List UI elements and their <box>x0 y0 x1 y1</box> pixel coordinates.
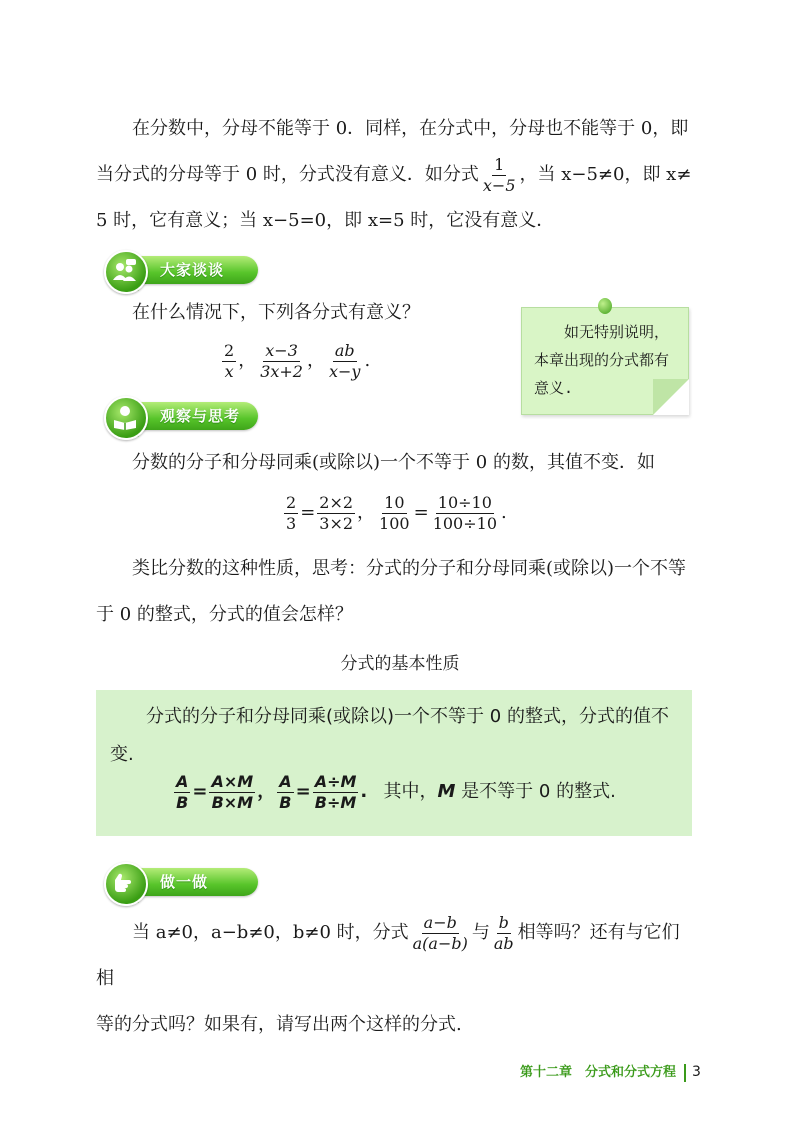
people-chat-icon <box>104 250 148 294</box>
footer-divider <box>684 1064 686 1082</box>
fraction-AdivM-over-BdivM: $\frac{A\div M}{B\div M}$ <box>314 771 357 812</box>
observe-fractions: $\frac{2}{3}$ = $\frac{2\times 2}{3\times 2}$ ， $\frac{10}{100}$ = $\frac{10\div 10}{100\div 10}$ . <box>286 492 507 533</box>
intro-line-3: 5 时，它有意义；当 x−5=0，即 x=5 时，它没有意义． <box>96 210 555 231</box>
fraction-1-over-x-minus-5: $\frac{1}{x-5}$ <box>482 154 516 195</box>
fraction-a-minus-b-over-a-a-minus-b: $\frac{a-b}{a(a-b)}$ <box>412 912 468 953</box>
property-box <box>96 690 692 836</box>
intro-paragraph <box>96 106 696 244</box>
hand-pointing-icon <box>104 862 148 906</box>
discuss-question: 在什么情况下，下列各分式有意义？ <box>132 302 420 323</box>
task-line-1: 当 a≠0，a−b≠0，b≠0 时，分式 $\frac{a-b}{a(a-b)}$ 与 $\frac{b}{ab}$ 相等吗？还有与它们相 <box>96 912 680 989</box>
fraction-10-over-100: $\frac{10}{100}$ <box>379 492 410 533</box>
section-label-observe: 观察与思考 <box>160 407 241 425</box>
section-header-do <box>96 862 260 902</box>
sticky-note <box>521 307 689 415</box>
note-text: 如无特别说明，本章出现的分式都有意义. <box>534 323 670 397</box>
fraction-2-over-3: $\frac{2}{3}$ <box>286 492 297 533</box>
fraction-2x2-over-3x2: $\frac{2\times 2}{3\times 2}$ <box>319 492 354 533</box>
discuss-fractions: $\frac{2}{x}$ ， $\frac{x-3}{3x+2}$ ， $\frac{ab}{x-y}$ . <box>224 340 371 381</box>
section-header-discuss <box>96 250 260 290</box>
task-line-2: 等的分式吗？如果有，请写出两个这样的分式. <box>96 1014 462 1035</box>
fraction-x-minus-3: $\frac{x-3}{3x+2}$ <box>260 340 303 381</box>
intro-line-2: 当分式的分母等于 0 时，分式没有意义．如分式 $\frac{1}{x-5}$ ，当 x−5≠0，即 x≠ <box>96 154 692 195</box>
property-text: 分式的分子和分母同乘(或除以)一个不等于 0 的整式，分式的值不变. <box>110 706 669 765</box>
page-curl <box>653 379 689 415</box>
observe-line-1: 分数的分子和分母同乘(或除以)一个不等于 0 的数，其值不变．如 <box>132 452 655 473</box>
fraction-10div10-over-100div10: $\frac{10\div 10}{100\div 10}$ <box>432 492 497 533</box>
task-paragraph <box>96 910 696 1048</box>
page-footer <box>520 1061 701 1083</box>
observe-line-2: 类比分数的这种性质，思考：分式的分子和分母同乘(或除以)一个不等 <box>132 558 687 579</box>
fraction-b-over-ab: $\frac{b}{ab}$ <box>493 912 514 953</box>
fraction-A-over-B: $\frac{A}{B}$ <box>176 771 189 812</box>
fraction-A-over-B-2: $\frac{A}{B}$ <box>279 771 292 812</box>
observe-line-3: 于 0 的整式，分式的值会怎样？ <box>96 604 353 625</box>
property-condition: 其中，M 是不等于 0 的整式. <box>383 781 616 802</box>
property-formula: $\frac{A}{B}$ = $\frac{A\times M}{B\times M}$ ， $\frac{A}{B}$ = $\frac{A\div M}{B\div M}$ . 其中，M 是不等于 0 的整式. <box>176 771 616 812</box>
section-label-do: 做一做 <box>160 873 209 891</box>
section-header-observe <box>96 396 260 436</box>
page-number: 3 <box>692 1064 701 1080</box>
chapter-title: 第十二章 分式和分式方程 <box>520 1065 677 1080</box>
fraction-AxM-over-BxM: $\frac{A\times M}{B\times M}$ <box>211 771 254 812</box>
fraction-2-over-x: $\frac{2}{x}$ <box>224 340 235 381</box>
observe-paragraph-2 <box>96 546 696 638</box>
fraction-ab-over-x-minus-y: $\frac{ab}{x-y}$ <box>328 340 361 381</box>
reader-book-icon <box>104 396 148 440</box>
section-label-discuss: 大家谈谈 <box>160 261 225 279</box>
property-title: 分式的基本性质 <box>340 654 460 674</box>
intro-line-1: 在分数中，分母不能等于 0．同样，在分式中，分母也不能等于 0，即 <box>132 118 689 139</box>
pin-icon <box>598 298 612 314</box>
